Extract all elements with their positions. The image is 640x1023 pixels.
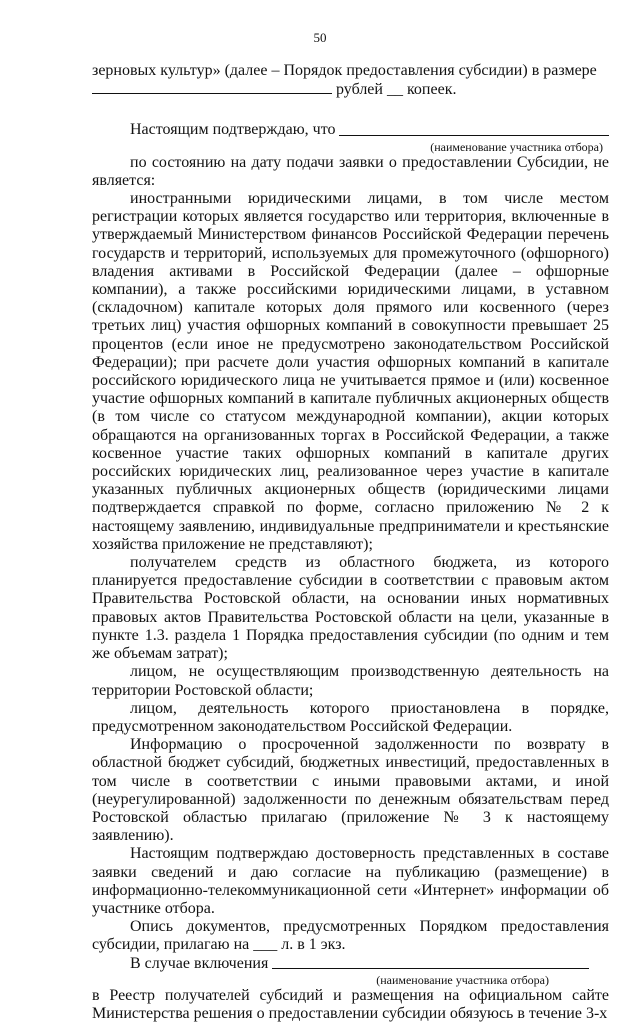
subsidy-amount-line1: зерновых культур» (далее – Порядок предоставления субсидии) в размере [92, 62, 597, 79]
subsidy-amount-line2 [92, 80, 609, 99]
state-paragraph: по состоянию на дату подачи заявки о предоставлении Субсидии, не является: [92, 153, 609, 189]
confirm-prefix: Настоящим подтверждаю, что [130, 121, 336, 139]
participant-caption-2: (наименование участника отбора) [376, 972, 549, 987]
debt-paragraph: Информацию о просроченной задолженности по возврату в областной бюджет субсидий, бюджетных инвестиций, предоставленных в том числе в соответствии с иными правовыми актами, и иной (неурегулированной) задолженности по денежным обязательствам перед Ростовской областью прилагаю (приложение № 3 к настоящему заявлению). [92, 736, 609, 845]
page-number: 50 [313, 30, 327, 45]
participant-name-blank [339, 122, 609, 136]
amount-blank [92, 80, 332, 94]
participant-name-blank-2 [272, 955, 589, 969]
spacer [92, 99, 609, 121]
consent-paragraph: Настоящим подтверждаю достоверность представленных в составе заявки сведений и даю согласие на публикацию (размещение) в информационно-телекоммуникационной сети «Интернет» информации об участнике отбора. [92, 845, 609, 917]
inclusion-line [92, 955, 609, 973]
participant-caption-1: (наименование участника отбора) [430, 139, 603, 154]
document-body [92, 62, 609, 1023]
registry-paragraph: в Реестр получателей субсидий и размещения на официальном сайте Министерства решения о предоставлении субсидии обязуюсь в течение 3-х [92, 986, 609, 1022]
inventory-paragraph: Опись документов, предусмотренных Порядком предоставления субсидии, прилагаю на ___ л. в 1 экз. [92, 918, 609, 954]
amount-tail: рублей __ копеек. [336, 81, 457, 99]
recipient-paragraph: получателем средств из областного бюджета, из которого планируется предоставление субсидии в соответствии с правовым актом Правительства Ростовской области, на основании иных нормативных правовых актов Правительства Ростовской области на цели, указанные в пункте 1.3. раздела 1 Порядка предоставления субсидии (по одним и тем же объемам затрат); [92, 554, 609, 663]
inclusion-prefix: В случае включения [130, 954, 269, 972]
production-paragraph: лицом, не осуществляющим производственную деятельность на территории Ростовской области; [92, 663, 609, 699]
offshore-paragraph: иностранными юридическими лицами, в том числе местом регистрации которых является государство или территория, включенные в утверждаемый Министерством финансов Российской Федерации перечень государств и территорий, используемых для промежуточного (офшорного) владения активами в Российской Федерации (далее – офшорные компании), а также российскими юридическими лицами, в уставном (складочном) капитале которых доля прямого или косвенного (через третьих лиц) участия офшорных компаний в совокупности превышает 25 процентов (если иное не предусмотрено законодательством Российской Федерации); при расчете доли участия офшорных компаний в капитале российского юридического лица не учитывается прямое и (или) косвенное участие офшорных компаний в капитале публичных акционерных обществ (в том числе со статусом международной компании), акции которых обращаются на организованных торгах в Российской Федерации, а также косвенное участие таких офшорных компаний в капитале других российских юридических лиц, реализованное через участие в капитале указанных публичных акционерных обществ (юридическими лицами подтверждается справкой по форме, согласно приложению № 2 к настоящему заявлению, индивидуальные предприниматели и крестьянские хозяйства приложение не представляют); [92, 190, 609, 553]
confirm-line [92, 121, 609, 139]
suspended-paragraph: лицом, деятельность которого приостановлена в порядке, предусмотренном законодательством Российской Федерации. [92, 699, 609, 735]
